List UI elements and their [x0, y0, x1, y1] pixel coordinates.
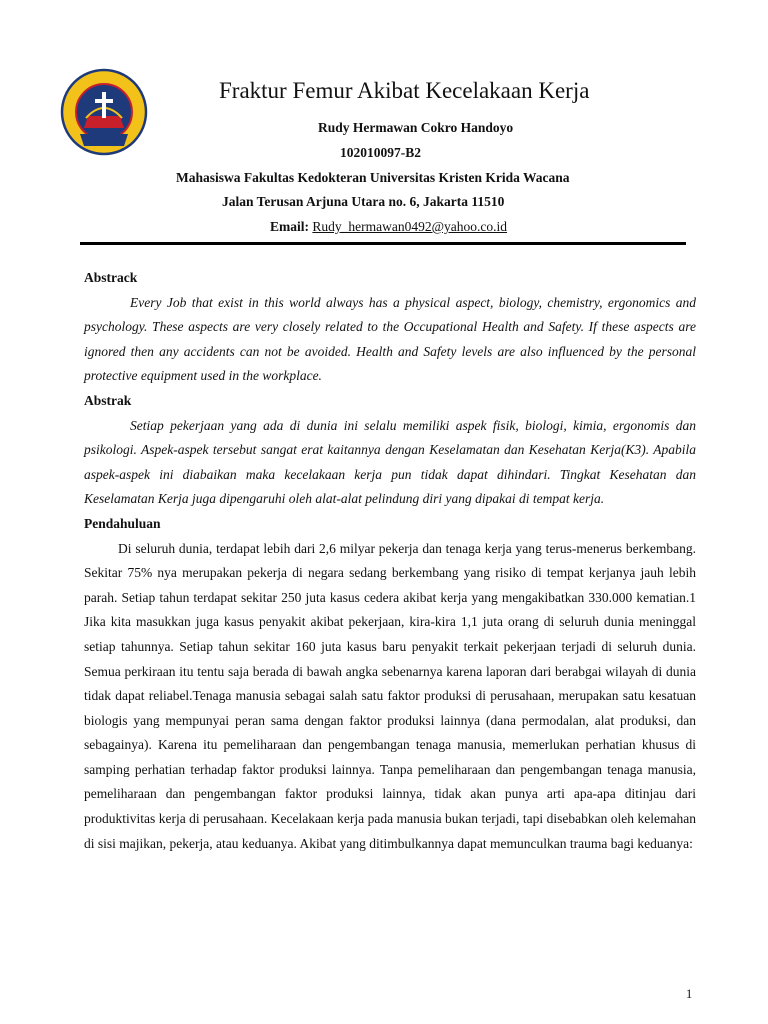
student-id: 102010097-B2 [340, 145, 421, 160]
email-line [270, 219, 507, 235]
author-name: Rudy Hermawan Cokro Handoyo [318, 120, 514, 135]
page-number: 1 [686, 987, 693, 1001]
email-label: Email: [270, 219, 309, 234]
paper-body [84, 266, 696, 856]
abstract-id-heading: Abstrak [84, 392, 132, 408]
paper-title: Fraktur Femur Akibat Kecelakaan Kerja [219, 78, 590, 103]
abstract-en-heading: Abstrack [84, 270, 138, 285]
university-logo [60, 68, 148, 156]
address: Jalan Terusan Arjuna Utara no. 6, Jakarta 11510 [222, 194, 505, 209]
header-divider [80, 242, 686, 245]
introduction-text: Di seluruh dunia, terdapat lebih dari 2,6 milyar pekerja dan tenaga kerja yang terus-menerus berkembang. Sekitar 75% nya merupakan pekerja di negara sedang berkembang yang risiko di tempat kerjanya jauh lebih parah. Setiap tahun terdapat sekitar 250 juta kasus cedera akibat kerja yang mengakibatkan 330.000 kematian.1 Jika kita masukkan juga kasus penyakit akibat pekerjaan, kira-kira 1,1 juta orang di seluruh dunia meninggal setiap tahunnya. Setiap tahun sekitar 160 juta kasus baru penyakit terkait pekerjaan terjadi di seluruh dunia. Semua perkiraan itu tentu saja berada di bawah angka sebenarnya karena laporan dari berabgai wilayah di dunia tidak dapat reliabel.Tenaga manusia sebagai salah satu faktor produksi di perusahaan, merupakan satu kesatuan biologis yang mempunyai peran sama dengan faktor produksi lainnya (dana permodalan, alat produksi, dan sebagainya). Karena itu pemeliharaan dan pengembangan tenaga manusia, memerlukan perhatian khusus di samping perhatian terhadap faktor produksi lainnya. Tanpa pemeliharaan dan pengembangan tenaga manusia, pemeliharaan dan pengembangan faktor produksi lainnya, tidak akan punya arti apa-apa ditinjau dari produktivitas kerja di perusahaan. Kecelakaan kerja pada manusia bukan terjadi, tapi disebabkan oleh kelemahan di sisi majikan, pekerja, atau keduanya. Akibat yang ditimbulkannya dapat memunculkan trauma bagi keduanya: [84, 540, 696, 851]
email-link[interactable]: Rudy_hermawan0492@yahoo.co.id [312, 219, 508, 234]
introduction-heading: Pendahuluan [84, 515, 161, 531]
affiliation: Mahasiswa Fakultas Kedokteran Universitas Kristen Krida Wacana [176, 170, 570, 185]
abstract-en-text: Every Job that exist in this world always has a physical aspect, biology, chemistry, ergonomics and psychology. These aspects are very closely related to the Occupational Health and Safety. If these aspects are ignored then any accidents can not be avoided. Health and Safety levels are also influenced by the personal protective equipment used in the workplace. [84, 294, 696, 384]
abstract-id-text: Setiap pekerjaan yang ada di dunia ini selalu memiliki aspek fisik, biologi, kimia, ergonomis dan psikologi. Aspek-aspek tersebut sangat erat kaitannya dengan Keselamatan dan Kesehatan Kerja(K3). Apabila aspek-aspek ini diabaikan maka kecelakaan kerja pun tidak dapat dihindari. Tingkat Kesehatan dan Keselamatan Kerja juga dipengaruhi oleh alat-alat pelindung diri yang dipakai di tempat kerja. [84, 417, 696, 507]
